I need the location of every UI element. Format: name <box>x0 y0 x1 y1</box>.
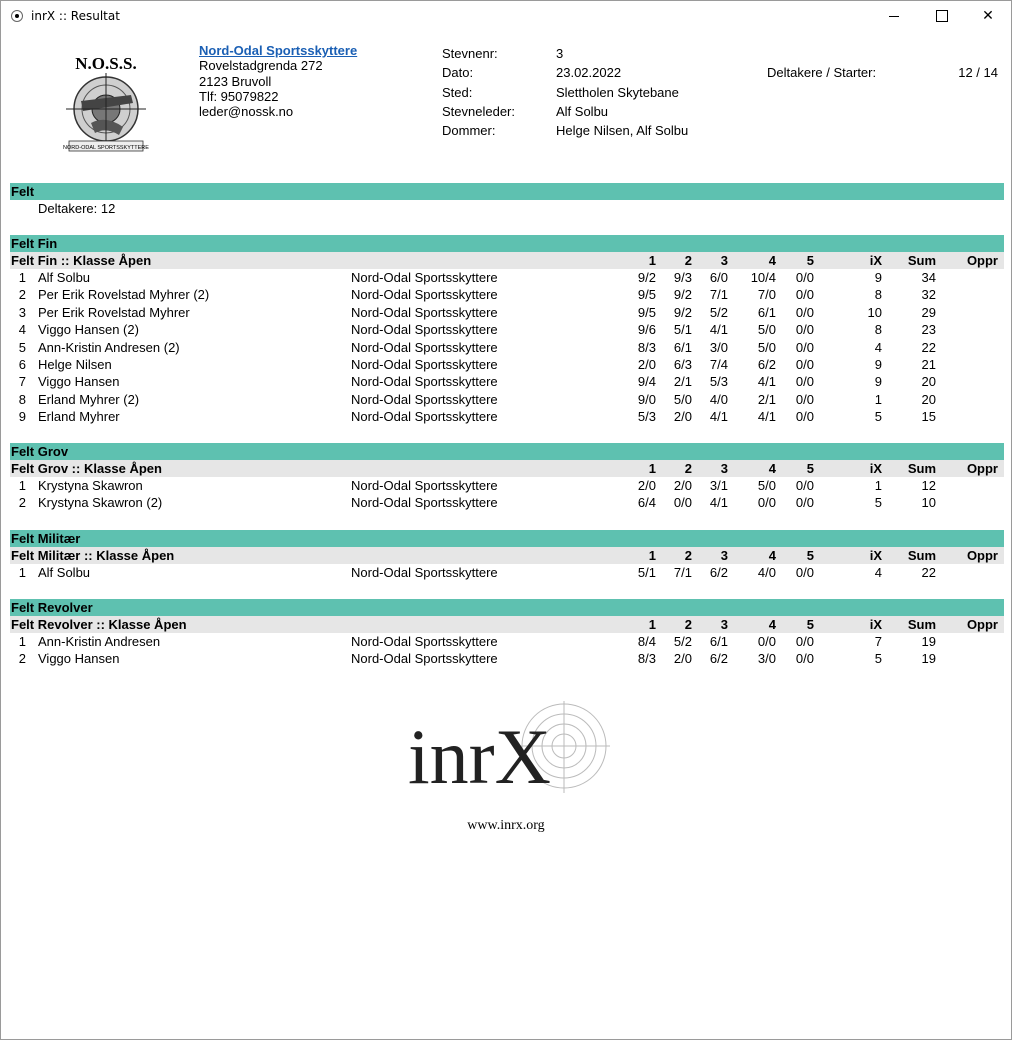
maximize-icon <box>936 10 948 22</box>
table-row <box>10 304 1004 321</box>
table-row <box>10 564 1004 581</box>
cell-s2: 7/1 <box>673 565 692 580</box>
cell-ix: 9 <box>874 357 882 372</box>
cell-ix: 7 <box>874 634 882 649</box>
logo-text-bottom: NORD-ODAL SPORTSSKYTTERE <box>63 145 149 151</box>
cell-s1: 6/4 <box>637 495 656 511</box>
cell-s2: 2/0 <box>673 409 692 425</box>
table-row <box>10 321 1004 338</box>
cell-name: Alf Solbu <box>38 270 91 285</box>
column-header-c3: 3 <box>720 617 728 632</box>
cell-s3: 6/0 <box>709 270 728 285</box>
club-name-link[interactable]: Nord-Odal Sportsskyttere <box>199 43 358 58</box>
cell-sum: 29 <box>921 304 936 320</box>
cell-s4: 4/1 <box>757 409 776 425</box>
cell-s4: 10/4 <box>750 270 776 285</box>
cell-club: Nord-Odal Sportsskyttere <box>351 651 498 667</box>
cell-s4: 5/0 <box>757 322 776 338</box>
minimize-button[interactable] <box>871 1 917 31</box>
cell-s5: 0/0 <box>795 339 814 355</box>
info-label-dommer: Dommer: <box>442 123 496 138</box>
column-header-c5: 5 <box>806 253 814 268</box>
cell-s4: 3/0 <box>757 651 776 667</box>
starter-value: 12 / 14 <box>958 65 998 80</box>
info-value-stevneleder: Alf Solbu <box>556 104 609 119</box>
cell-ix: 1 <box>874 478 882 493</box>
cell-s5: 0/0 <box>795 374 814 390</box>
cell-name: Alf Solbu <box>38 565 91 580</box>
cell-s1: 9/5 <box>637 287 656 303</box>
cell-s1: 9/5 <box>637 304 656 320</box>
cell-s2: 2/1 <box>673 374 692 390</box>
cell-place: 8 <box>18 391 26 407</box>
column-header-c3: 3 <box>720 548 728 563</box>
cell-ix: 5 <box>874 495 882 511</box>
cell-ix: 8 <box>874 287 882 303</box>
cell-s4: 4/1 <box>757 374 776 390</box>
cell-s3: 6/2 <box>709 565 728 580</box>
cell-name: Krystyna Skawron <box>38 478 143 493</box>
column-header-sum: Sum <box>907 253 936 268</box>
cell-s2: 2/0 <box>673 478 692 493</box>
info-value-sted: Slettholen Skytebane <box>556 85 679 100</box>
cell-place: 4 <box>18 322 26 338</box>
cell-club: Nord-Odal Sportsskyttere <box>351 409 498 425</box>
cell-name: Viggo Hansen (2) <box>38 322 139 338</box>
club-logo <box>61 51 151 161</box>
cell-s4: 5/0 <box>757 478 776 493</box>
cell-s5: 0/0 <box>795 357 814 372</box>
cell-s4: 6/1 <box>757 304 776 320</box>
logo-text-top: N.O.S.S. <box>75 54 137 73</box>
column-header-c2: 2 <box>684 461 692 476</box>
cell-sum: 19 <box>921 634 936 649</box>
section-header-felt-revolver: Felt Revolver <box>10 599 1004 616</box>
cell-ix: 10 <box>867 304 882 320</box>
cell-club: Nord-Odal Sportsskyttere <box>351 304 498 320</box>
class-name: Felt Revolver :: Klasse Åpen <box>11 617 187 632</box>
column-header-c1: 1 <box>648 617 656 632</box>
column-header-c3: 3 <box>720 461 728 476</box>
table-row <box>10 494 1004 511</box>
column-header-c1: 1 <box>648 548 656 563</box>
cell-s5: 0/0 <box>795 391 814 407</box>
column-header-sum: Sum <box>907 617 936 632</box>
cell-s2: 5/1 <box>673 322 692 338</box>
inrx-brand-text: inrX <box>408 713 551 796</box>
footer-url: www.inrx.org <box>467 818 545 833</box>
cell-s2: 9/2 <box>673 287 692 303</box>
cell-s3: 4/1 <box>709 409 728 425</box>
report-content <box>1 31 1011 1039</box>
info-label-stevnenr: Stevnenr: <box>442 46 498 61</box>
cell-place: 1 <box>18 634 26 649</box>
class-name: Felt Grov :: Klasse Åpen <box>11 461 162 476</box>
cell-s1: 8/4 <box>637 634 656 649</box>
cell-s5: 0/0 <box>795 322 814 338</box>
cell-s5: 0/0 <box>795 304 814 320</box>
cell-club: Nord-Odal Sportsskyttere <box>351 391 498 407</box>
cell-name: Ann-Kristin Andresen <box>38 634 161 649</box>
cell-club: Nord-Odal Sportsskyttere <box>351 322 498 338</box>
cell-s4: 7/0 <box>757 287 776 303</box>
info-value-stevnenr: 3 <box>556 46 564 61</box>
column-header-c4: 4 <box>768 617 776 632</box>
cell-place: 5 <box>18 339 26 355</box>
cell-s5: 0/0 <box>795 651 814 667</box>
cell-place: 2 <box>18 495 26 511</box>
cell-place: 7 <box>18 374 26 390</box>
cell-s2: 9/2 <box>673 304 692 320</box>
cell-s1: 2/0 <box>637 357 656 372</box>
cell-s2: 5/2 <box>673 634 692 649</box>
column-header-c3: 3 <box>720 253 728 268</box>
cell-s5: 0/0 <box>795 478 814 493</box>
class-name: Felt Fin :: Klasse Åpen <box>11 253 152 268</box>
cell-s3: 6/1 <box>709 634 728 649</box>
cell-s1: 2/0 <box>637 478 656 493</box>
maximize-button[interactable] <box>919 1 965 31</box>
cell-s1: 9/4 <box>637 374 656 390</box>
table-row <box>10 477 1004 494</box>
cell-s1: 9/2 <box>637 270 656 285</box>
column-header-oppr: Oppr <box>966 617 998 632</box>
table-row <box>10 633 1004 650</box>
cell-name: Per Erik Rovelstad Myhrer (2) <box>38 287 210 303</box>
class-header-felt-fin <box>10 252 1004 269</box>
starter-label: Deltakere / Starter: <box>767 65 877 80</box>
cell-s4: 4/0 <box>757 565 776 580</box>
cell-sum: 23 <box>921 322 936 338</box>
club-postal: 2123 Bruvoll <box>199 74 272 89</box>
section-header-felt-fin: Felt Fin <box>10 235 1004 252</box>
cell-ix: 8 <box>874 322 882 338</box>
close-icon: ✕ <box>982 8 994 24</box>
cell-sum: 21 <box>921 357 936 372</box>
cell-name: Viggo Hansen <box>38 651 120 667</box>
column-header-c4: 4 <box>768 253 776 268</box>
table-row <box>10 391 1004 408</box>
cell-ix: 9 <box>874 374 882 390</box>
club-address: Rovelstadgrenda 272 <box>199 58 323 73</box>
column-header-c5: 5 <box>806 461 814 476</box>
cell-name: Viggo Hansen <box>38 374 120 390</box>
cell-s5: 0/0 <box>795 495 814 511</box>
cell-s1: 9/6 <box>637 322 656 338</box>
cell-club: Nord-Odal Sportsskyttere <box>351 287 498 303</box>
cell-s2: 0/0 <box>673 495 692 511</box>
cell-sum: 34 <box>921 270 936 285</box>
cell-place: 1 <box>18 565 26 580</box>
app-icon <box>11 10 23 22</box>
column-header-c4: 4 <box>768 548 776 563</box>
cell-club: Nord-Odal Sportsskyttere <box>351 478 498 493</box>
cell-club: Nord-Odal Sportsskyttere <box>351 270 498 285</box>
column-header-c2: 2 <box>684 548 692 563</box>
cell-club: Nord-Odal Sportsskyttere <box>351 357 498 372</box>
cell-ix: 5 <box>874 651 882 667</box>
info-label-dato: Dato: <box>442 65 474 80</box>
cell-s3: 4/1 <box>709 495 728 511</box>
cell-s2: 9/3 <box>673 270 692 285</box>
close-button[interactable] <box>965 1 1011 31</box>
class-header-felt-revolver <box>10 616 1004 633</box>
cell-s3: 3/1 <box>709 478 728 493</box>
cell-s4: 6/2 <box>757 357 776 372</box>
window-title: inrX :: Resultat <box>31 9 120 23</box>
cell-s5: 0/0 <box>795 287 814 303</box>
cell-s1: 8/3 <box>637 339 656 355</box>
column-header-c1: 1 <box>648 461 656 476</box>
cell-place: 9 <box>18 409 26 425</box>
column-header-c2: 2 <box>684 253 692 268</box>
cell-sum: 32 <box>921 287 936 303</box>
column-header-c2: 2 <box>684 617 692 632</box>
cell-ix: 9 <box>874 270 882 285</box>
info-value-dato: 23.02.2022 <box>556 65 622 80</box>
table-row <box>10 408 1004 425</box>
column-header-sum: Sum <box>907 548 936 563</box>
cell-s2: 6/3 <box>673 357 692 372</box>
cell-s3: 7/1 <box>709 287 728 303</box>
cell-s3: 7/4 <box>709 357 728 372</box>
cell-ix: 4 <box>874 565 882 580</box>
info-value-dommer: Helge Nilsen, Alf Solbu <box>556 123 689 138</box>
column-header-oppr: Oppr <box>966 548 998 563</box>
cell-club: Nord-Odal Sportsskyttere <box>351 634 498 649</box>
minimize-icon <box>889 16 899 17</box>
cell-s5: 0/0 <box>795 565 814 580</box>
cell-place: 1 <box>18 478 26 493</box>
info-label-sted: Sted: <box>442 85 473 100</box>
cell-name: Krystyna Skawron (2) <box>38 495 163 511</box>
table-row <box>10 356 1004 373</box>
cell-place: 2 <box>18 287 26 303</box>
cell-ix: 5 <box>874 409 882 425</box>
title-bar[interactable] <box>1 1 1011 31</box>
inrx-logo <box>406 701 616 796</box>
cell-s3: 4/0 <box>709 391 728 407</box>
column-header-oppr: Oppr <box>966 461 998 476</box>
cell-s5: 0/0 <box>795 409 814 425</box>
class-header-felt-milit-r <box>10 547 1004 564</box>
column-header-oppr: Oppr <box>966 253 998 268</box>
cell-sum: 12 <box>921 478 936 493</box>
cell-s2: 6/1 <box>673 339 692 355</box>
cell-s5: 0/0 <box>795 270 814 285</box>
column-header-c5: 5 <box>806 548 814 563</box>
cell-s5: 0/0 <box>795 634 814 649</box>
table-row <box>10 339 1004 356</box>
cell-club: Nord-Odal Sportsskyttere <box>351 339 498 355</box>
cell-name: Ann-Kristin Andresen (2) <box>38 339 180 355</box>
cell-sum: 19 <box>921 651 936 667</box>
cell-s4: 5/0 <box>757 339 776 355</box>
cell-name: Per Erik Rovelstad Myhrer <box>38 304 190 320</box>
cell-club: Nord-Odal Sportsskyttere <box>351 495 498 511</box>
cell-place: 3 <box>18 304 26 320</box>
club-email: leder@nossk.no <box>199 104 294 119</box>
cell-club: Nord-Odal Sportsskyttere <box>351 565 498 580</box>
cell-name: Erland Myhrer (2) <box>38 391 140 407</box>
cell-name: Helge Nilsen <box>38 357 112 372</box>
cell-place: 1 <box>18 270 26 285</box>
column-header-c1: 1 <box>648 253 656 268</box>
info-label-stevneleder: Stevneleder: <box>442 104 515 119</box>
cell-s3: 5/3 <box>709 374 728 390</box>
cell-place: 2 <box>18 651 26 667</box>
cell-sum: 10 <box>921 495 936 511</box>
cell-place: 6 <box>18 357 26 372</box>
cell-s1: 5/1 <box>637 565 656 580</box>
cell-club: Nord-Odal Sportsskyttere <box>351 374 498 390</box>
table-row <box>10 650 1004 667</box>
column-header-ix: iX <box>869 461 882 476</box>
cell-ix: 4 <box>874 339 882 355</box>
class-name: Felt Militær :: Klasse Åpen <box>11 548 175 563</box>
cell-s4: 2/1 <box>757 391 776 407</box>
cell-s4: 0/0 <box>757 495 776 511</box>
column-header-ix: iX <box>869 253 882 268</box>
cell-ix: 1 <box>874 391 882 407</box>
cell-s3: 5/2 <box>709 304 728 320</box>
cell-s3: 4/1 <box>709 322 728 338</box>
club-phone: Tlf: 95079822 <box>199 89 279 104</box>
cell-s3: 3/0 <box>709 339 728 355</box>
section-header-felt-grov: Felt Grov <box>10 443 1004 460</box>
cell-s3: 6/2 <box>709 651 728 667</box>
cell-sum: 20 <box>921 374 936 390</box>
table-row <box>10 286 1004 303</box>
cell-s4: 0/0 <box>757 634 776 649</box>
cell-sum: 22 <box>921 565 936 580</box>
class-header-felt-grov <box>10 460 1004 477</box>
cell-s1: 5/3 <box>637 409 656 425</box>
cell-s1: 9/0 <box>637 391 656 407</box>
table-row <box>10 269 1004 286</box>
section-felt-header: Felt <box>10 183 1004 200</box>
section-header-felt-milit-r: Felt Militær <box>10 530 1004 547</box>
table-row <box>10 373 1004 390</box>
column-header-c4: 4 <box>768 461 776 476</box>
column-header-ix: iX <box>869 548 882 563</box>
column-header-ix: iX <box>869 617 882 632</box>
cell-name: Erland Myhrer <box>38 409 120 425</box>
cell-s1: 8/3 <box>637 651 656 667</box>
column-header-c5: 5 <box>806 617 814 632</box>
cell-s2: 2/0 <box>673 651 692 667</box>
cell-sum: 15 <box>921 409 936 425</box>
cell-sum: 22 <box>921 339 936 355</box>
cell-sum: 20 <box>921 391 936 407</box>
cell-s2: 5/0 <box>673 391 692 407</box>
felt-participants: Deltakere: 12 <box>38 201 116 216</box>
column-header-sum: Sum <box>907 461 936 476</box>
